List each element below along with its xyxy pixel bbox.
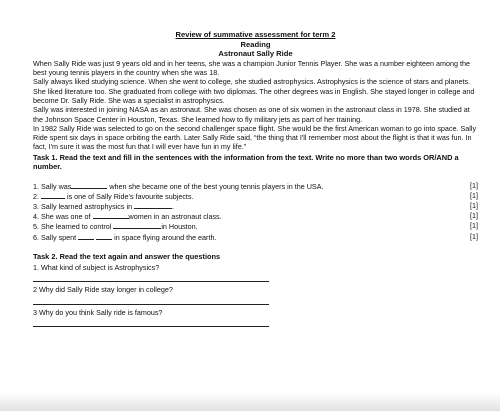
task1-item-2-prefix: 2. <box>33 191 41 201</box>
task1-title: Task 1. Read the text and fill in the sentences with the information from the text. Write no more than two words OR/AND a number. <box>33 152 459 172</box>
task1-item-6-suffix: in space flying around the earth. <box>112 232 217 242</box>
task2-question-2: 2 Why did Sally Ride stay longer in college? <box>33 285 173 295</box>
reading-text-title: Astronaut Sally Ride <box>218 49 293 59</box>
task1-item-5-prefix: 5. She learned to control <box>33 222 114 232</box>
task1-item-4-prefix: 4. She was one of <box>33 212 93 222</box>
task1-item-3-suffix: . <box>172 201 175 211</box>
reading-paragraph-4: In 1982 Sally Ride was selected to go on the second challenger space flight. She would be the first American woman to go into space. Sally Ride spent six days in space orbiting the earth. Later Sally Ride said, “the thing that I'll remember most about the flight is that it was fun. In fact, I'm sure it was the most fun that I will ever have fun in my life.” <box>33 123 477 152</box>
task1-item-1 <box>33 181 478 191</box>
task1-item-6-blank-2[interactable] <box>96 232 112 240</box>
reading-paragraph-2: Sally always liked studying science. When she went to college, she studied astrophysics. Astrophysics is the science of stars and planets. She liked literature too. She graduated from college with two diplomas. The other degrees was in English. She stayed longer in college and become Dr. Sally Ride. She was a specialist in astrophysics. <box>33 77 475 105</box>
worksheet-content <box>33 30 478 330</box>
task1-item-1-prefix: 1. Sally was <box>33 181 72 191</box>
task1-item-2 <box>33 191 478 201</box>
task1-item-5-suffix: in Houston. <box>161 222 198 232</box>
task1-item-4-suffix: women in an astronaut class. <box>128 212 222 222</box>
worksheet-title: Review of summative assessment for term 2 <box>175 30 336 39</box>
task2-answer-2[interactable] <box>33 295 269 305</box>
task2-title: Task 2. Read the text again and answer the questions <box>33 251 221 261</box>
task2-answer-1[interactable] <box>33 272 269 282</box>
task1-item-4-mark: [1] <box>470 211 478 221</box>
task1-item-4 <box>33 211 478 221</box>
task2-question-3: 3 Why do you think Sally ride is famous? <box>33 307 163 317</box>
task2-answer-3[interactable] <box>33 317 269 327</box>
task1-item-4-blank[interactable] <box>93 211 129 219</box>
task1-item-6-mark: [1] <box>470 231 478 241</box>
reading-paragraph-1: When Sally Ride was just 9 years old and in her teens, she was a champion Junior Tennis Player. She was a number eighteen among the best young tennis players in the country when she was 18. <box>33 58 470 78</box>
task1-item-6-blank-1[interactable] <box>78 232 94 240</box>
task1-item-3-blank[interactable] <box>134 201 175 211</box>
spacer <box>33 242 478 251</box>
task1-item-3-prefix: 3. Sally learned astrophysics in <box>33 201 135 211</box>
task1-item-3 <box>33 201 478 211</box>
task1-item-2-suffix: is one of Sally Ride’s favourite subjects. <box>65 191 194 201</box>
task1-item-2-mark: [1] <box>470 190 478 200</box>
spacer <box>33 172 478 181</box>
task1-item-2-blank[interactable] <box>41 191 65 199</box>
page-bottom-shadow <box>0 393 500 411</box>
task2-question-1: 1. What kind of subject is Astrophysics? <box>33 263 160 273</box>
task1-item-1-mark: [1] <box>470 180 478 190</box>
task1-item-3-mark: [1] <box>470 200 478 210</box>
task1-item-5-mark: [1] <box>470 221 478 231</box>
reading-paragraph-3: Sally was interested in joining NASA as an astronaut. She was chosen as one of six women in the astronaut class in 1978. She studied at the Johnson Space Center in Houston, Texas. She learned how to fly military jets as part of her training. <box>33 105 470 124</box>
task1-item-6-prefix: 6. Sally spent <box>33 232 77 242</box>
task1-item-5 <box>33 221 478 231</box>
task1-item-5-blank[interactable] <box>113 221 161 229</box>
task1-item-1-suffix: when she became one of the best young tennis players in the USA. <box>107 181 324 191</box>
task1-item-6 <box>33 232 478 242</box>
task1-item-1-blank[interactable] <box>71 181 107 189</box>
subject-heading: Reading <box>240 39 271 49</box>
